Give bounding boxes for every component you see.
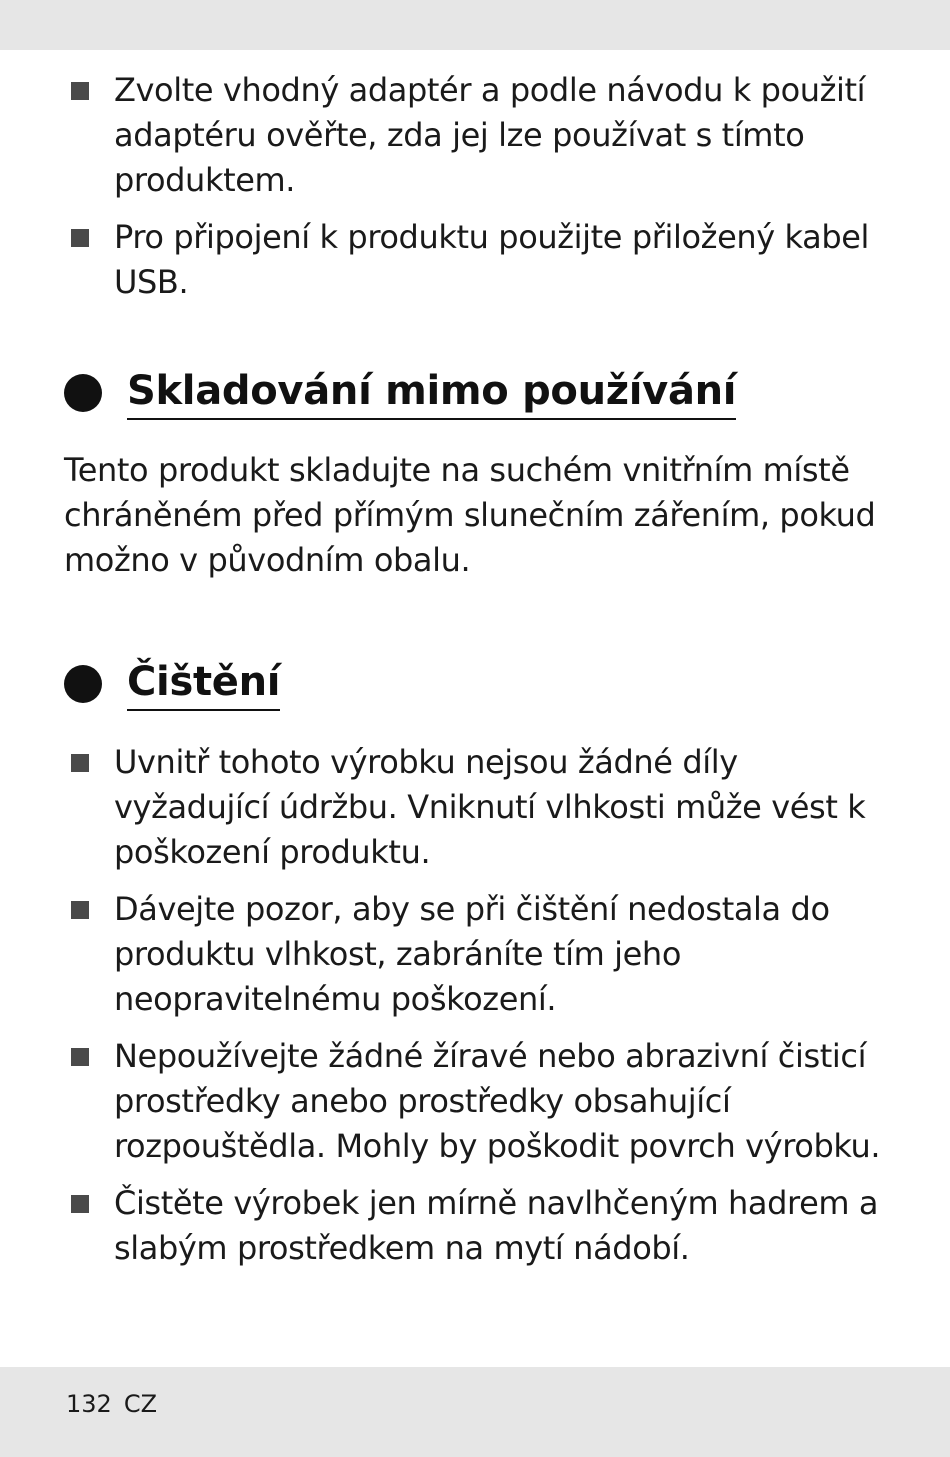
list-item-text: Čistěte výrobek jen mírně navlhčeným hadrem a slabým prostředkem na mytí nádobí.	[114, 1184, 879, 1267]
language-code: CZ	[123, 1390, 158, 1418]
page-number: 132	[66, 1390, 112, 1418]
square-bullet-icon	[71, 1048, 89, 1066]
list-item	[0, 887, 950, 1022]
intro-list	[0, 68, 950, 305]
list-item-text: Nepoužívejte žádné žíravé nebo abrazivní čisticí prostředky anebo prostředky obsahující rozpouštědla. Mohly by poškodit povrch výrobku.	[114, 1037, 881, 1165]
list-item	[0, 215, 950, 305]
bullet-dot-icon	[64, 374, 102, 412]
storage-text: Tento produkt skladujte na suchém vnitřním místě chráněném před přímým slunečním zářením, pokud možno v původním obalu.	[64, 451, 876, 579]
square-bullet-icon	[71, 82, 89, 100]
storage-heading-text: Skladování mimo používání	[127, 366, 736, 420]
list-item-text: Pro připojení k produktu použijte přiložený kabel USB.	[114, 218, 870, 301]
top-band	[0, 0, 950, 50]
list-item	[0, 68, 950, 203]
square-bullet-icon	[71, 229, 89, 247]
square-bullet-icon	[71, 901, 89, 919]
list-item-text: Zvolte vhodný adaptér a podle návodu k použití adaptéru ověřte, zda jej lze používat s tímto produktem.	[114, 71, 866, 199]
list-item	[0, 1034, 950, 1169]
cleaning-list	[0, 740, 950, 1271]
list-item	[0, 1181, 950, 1271]
list-item-text: Uvnitř tohoto výrobku nejsou žádné díly vyžadující údržbu. Vniknutí vlhkosti může vést k poškození produktu.	[114, 743, 866, 871]
page-footer	[66, 1389, 169, 1419]
cleaning-heading-text: Čištění	[127, 657, 280, 711]
square-bullet-icon	[71, 754, 89, 772]
bullet-dot-icon	[64, 665, 102, 703]
list-item	[0, 740, 950, 875]
list-item-text: Dávejte pozor, aby se při čištění nedostala do produktu vlhkost, zabráníte tím jeho neopravitelnému poškození.	[114, 890, 830, 1018]
square-bullet-icon	[71, 1195, 89, 1213]
